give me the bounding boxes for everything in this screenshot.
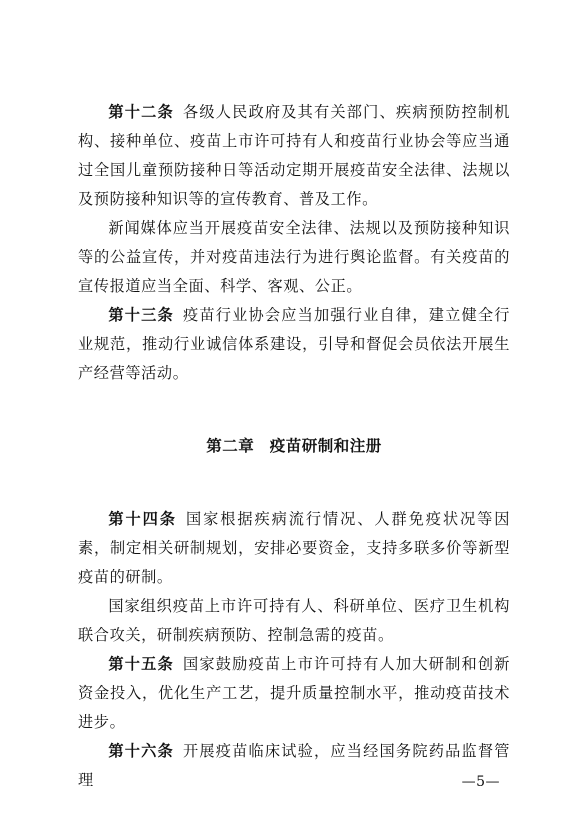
- article-16-text: 开展疫苗临床试验，应当经国务院药品监督管理: [78, 742, 510, 789]
- article-14-text: 国家根据疾病流行情况、人群免疫状况等因素，制定相关研制规划，安排必要资金，支持多联多价等新型疫苗的研制。: [78, 510, 510, 586]
- article-14-paragraph-2: 国家组织疫苗上市许可持有人、科研单位、医疗卫生机构联合攻关，研制疾病预防、控制急需的疫苗。: [78, 597, 510, 644]
- article-14-paragraph: [78, 505, 510, 592]
- article-13-paragraph: [78, 301, 510, 388]
- article-15-paragraph: [78, 650, 510, 737]
- article-13-text: 疫苗行业协会应当加强行业自律，建立健全行业规范，推动行业诚信体系建设，引导和督促会员依法开展生产经营等活动。: [78, 306, 510, 382]
- chapter-heading: [78, 432, 510, 461]
- article-16-paragraph: [78, 737, 510, 795]
- chapter-title: 疫苗研制和注册: [269, 437, 382, 455]
- article-12-text: 各级人民政府及其有关部门、疾病预防控制机构、接种单位、疫苗上市许可持有人和疫苗行业协会等应当通过全国儿童预防接种日等活动定期开展疫苗安全法律、法规以及预防接种知识等的宣传教育、普及工作。: [78, 103, 510, 208]
- article-12-paragraph-2: 新闻媒体应当开展疫苗安全法律、法规以及预防接种知识等的公益宣传，并对疫苗违法行为进行舆论监督。有关疫苗的宣传报道应当全面、科学、客观、公正。: [78, 219, 510, 295]
- article-15-text: 国家鼓励疫苗上市许可持有人加大研制和创新资金投入，优化生产工艺，提升质量控制水平，推动疫苗技术进步。: [78, 655, 510, 731]
- article-13-label: 第十三条: [108, 306, 174, 324]
- article-12-paragraph: [78, 98, 510, 214]
- article-16-label: 第十六条: [108, 742, 174, 760]
- article-14-label: 第十四条: [108, 510, 177, 528]
- chapter-number: 第二章: [206, 437, 255, 455]
- article-15-label: 第十五条: [108, 655, 174, 673]
- page-number: —5—: [461, 774, 500, 790]
- article-12-label: 第十二条: [108, 103, 174, 121]
- document-body: [78, 98, 510, 795]
